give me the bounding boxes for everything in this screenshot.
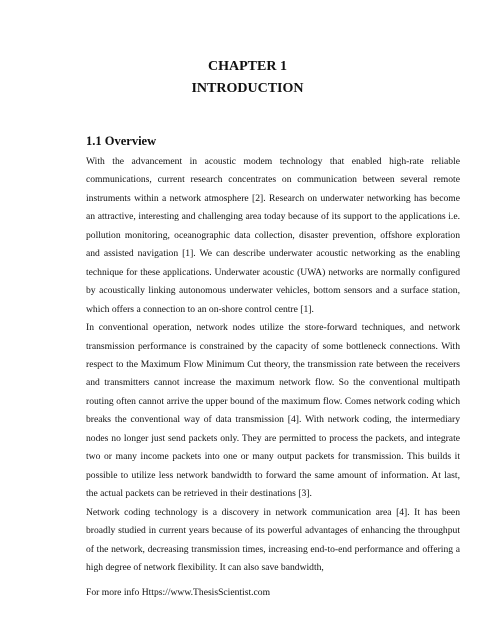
section-body (86, 153, 460, 577)
chapter-title: INTRODUCTION (191, 81, 304, 96)
paragraph-overview-1: With the advancement in acoustic modem technology that enabled high-rate reliable communications, current research concentrates on communication between several remote instruments within a network atmosphere [2]. Research on underwater networking has become an attractive, interesting and challenging area today because of its support to the applications i.e. pollution monitoring, oceanographic data collection, disaster prevention, offshore exploration and assisted navigation [1]. We can describe underwater acoustic networking as the enabling technique for these applications. Underwater acoustic (UWA) networks are normally configured by acoustically linking autonomous underwater vehicles, bottom sensors and a surface station, which offers a connection to an on-shore control centre [1]. (86, 156, 460, 315)
footer-link-text: For more info Https://www.ThesisScientist.com (86, 587, 271, 598)
paragraph-overview-3: Network coding technology is a discovery in network communication area [4]. It has been broadly studied in current years because of its powerful advantages of enhancing the throughput of the network, decreasing transmission times, increasing end-to-end performance and offering a high degree of network flexibility. It can also save bandwidth, (86, 506, 460, 573)
paragraph-overview-2: In conventional operation, network nodes utilize the store-forward techniques, and network transmission performance is constrained by the capacity of some bottleneck connections. With respect to the Maximum Flow Minimum Cut theory, the transmission rate between the receivers and transmitters cannot increase the maximum network flow. So the conventional multipath routing often cannot arrive the upper bound of the maximum flow. Comes network coding which breaks the conventional way of data transmission [4]. With network coding, the intermediary nodes no longer just send packets only. They are permitted to process the packets, and integrate two or many income packets into one or many output packets for transmission. This builds it possible to utilize less network bandwidth to forward the same amount of information. At last, the actual packets can be retrieved in their destinations [3]. (86, 322, 460, 500)
chapter-number: CHAPTER 1 (208, 59, 287, 74)
section-heading: 1.1 Overview (86, 134, 157, 148)
